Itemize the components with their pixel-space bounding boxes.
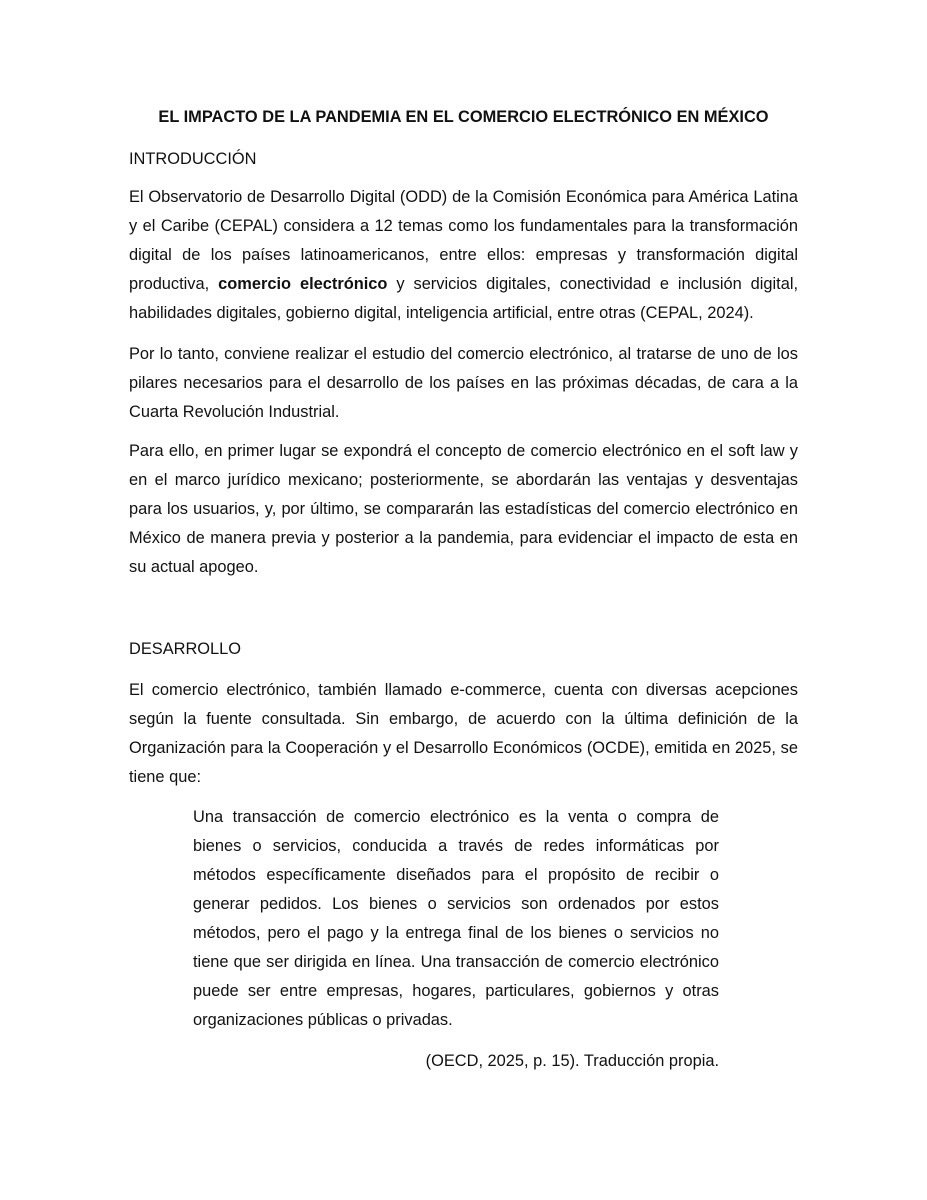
introduction-paragraph-1-start: El Observatorio de Desarrollo Digital (ODD) de la Comisión Económica para América Latina y el Caribe (CEPAL) considera a 12 temas como los fundamentales para la transformación digital de los países latinoamericanos, entre ellos: empresas y transformación digital productiva, xyxy=(129,188,798,293)
introduction-paragraph-1 xyxy=(129,183,798,328)
document-title: EL IMPACTO DE LA PANDEMIA EN EL COMERCIO ELECTRÓNICO EN MÉXICO xyxy=(158,108,769,126)
introduction-heading: INTRODUCCIÓN xyxy=(129,150,257,168)
introduction-paragraph-1-end: y servicios digitales, conectividad e inclusión digital, habilidades digitales, gobierno digital, inteligencia artificial, entre otras (CEPAL, 2024). xyxy=(129,275,799,322)
development-paragraph-1: El comercio electrónico, también llamado e-commerce, cuenta con diversas acepciones según la fuente consultada. Sin embargo, de acuerdo con la última definición de la Organización para la Cooperación y el Desarrollo Económicos (OCDE), emitida en 2025, se tiene que: xyxy=(129,681,798,786)
introduction-paragraph-1-bold-term: comercio electrónico xyxy=(218,275,388,293)
quote-citation: (OECD, 2025, p. 15). Traducción propia. xyxy=(425,1052,719,1070)
development-heading: DESARROLLO xyxy=(129,640,242,658)
introduction-paragraph-3: Para ello, en primer lugar se expondrá el concepto de comercio electrónico en el soft law y en el marco jurídico mexicano; posteriormente, se abordarán las ventajas y desventajas para los usuarios, y, por último, se compararán las estadísticas del comercio electrónico en México de manera previa y posterior a la pandemia, para evidenciar el impacto de esta en su actual apogeo. xyxy=(129,442,798,576)
block-quote: Una transacción de comercio electrónico es la venta o compra de bienes o servicios, conducida a través de redes informáticas por métodos específicamente diseñados para el propósito de recibir o generar pedidos. Los bienes o servicios son ordenados por estos métodos, pero el pago y la entrega final de los bienes o servicios no tiene que ser dirigida en línea. Una transacción de comercio electrónico puede ser entre empresas, hogares, particulares, gobiernos y otras organizaciones públicas o privadas. xyxy=(193,808,719,1029)
introduction-paragraph-2: Por lo tanto, conviene realizar el estudio del comercio electrónico, al tratarse de uno de los pilares necesarios para el desarrollo de los países en las próximas décadas, de cara a la Cuarta Revolución Industrial. xyxy=(129,345,798,421)
